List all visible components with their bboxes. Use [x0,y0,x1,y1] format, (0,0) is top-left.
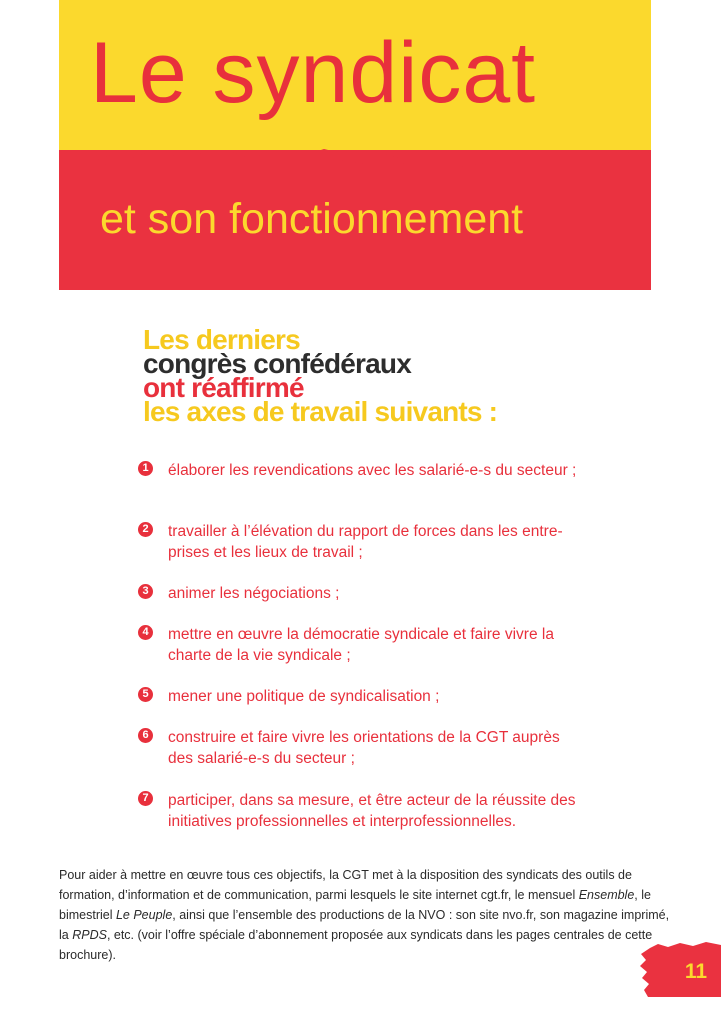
intro-heading [143,324,603,427]
footer-text: , etc. (voir l’offre spéciale d’abonnement proposée aux syndicats dans les pages centrales de cette brochure). [59,927,653,962]
item-number-badge: 1 [138,461,153,476]
item-text: participer, dans sa mesure, et être acteur de la réussite des initiatives professionnelles et interprofessionnelles. [168,792,576,830]
item-text: mettre en œuvre la démocratie syndicale et faire vivre la charte de la vie syndicale ; [168,626,554,664]
intro-line-3: ont réaffirmé [143,372,304,403]
item-text: mener une politique de syndicalisation ; [168,688,440,705]
intro-line-2: congrès confédéraux [143,348,411,379]
item-text: élaborer les revendications avec les salarié-e-s du secteur ; [168,462,577,479]
footer-text: , ainsi que l’ensemble des productions de la NVO : son site nvo.fr, son magazine imprimé, la [59,907,670,942]
item-number-badge: 5 [138,687,153,702]
footer-text: Pour aider à mettre en œuvre tous ces objectifs, la CGT met à la disposition des syndicats des outils de formation, d’information et de communication, parmi lesquels le site internet cgt.fr, le mensuel [59,867,632,902]
item-text: animer les négociations ; [168,585,340,602]
item-number-badge: 7 [138,791,153,806]
intro-line-1: Les derniers [143,324,300,355]
page-title: Le syndicat [90,25,537,121]
item-text: travailler à l’élévation du rapport de forces dans les entre-prises et les lieux de travail ; [168,523,563,561]
intro-line-4: les axes de travail suivants : [143,396,498,427]
footer-text: , le bimestriel [59,887,651,922]
footer-paragraph [59,865,679,965]
item-number-badge: 3 [138,584,153,599]
item-number-badge: 6 [138,728,153,743]
footer-italic-text: RPDS [72,927,107,942]
torn-edge-decoration [59,140,651,170]
item-number-badge: 2 [138,522,153,537]
footer-italic-text: Ensemble [578,887,635,902]
page-subtitle: et son fonctionnement [100,195,524,243]
page-number: 11 [684,960,708,983]
item-text: construire et faire vivre les orientations de la CGT auprès des salarié-e-s du secteur ; [168,729,560,767]
footer-italic-text: Le Peuple [115,907,173,922]
item-number-badge: 4 [138,625,153,640]
